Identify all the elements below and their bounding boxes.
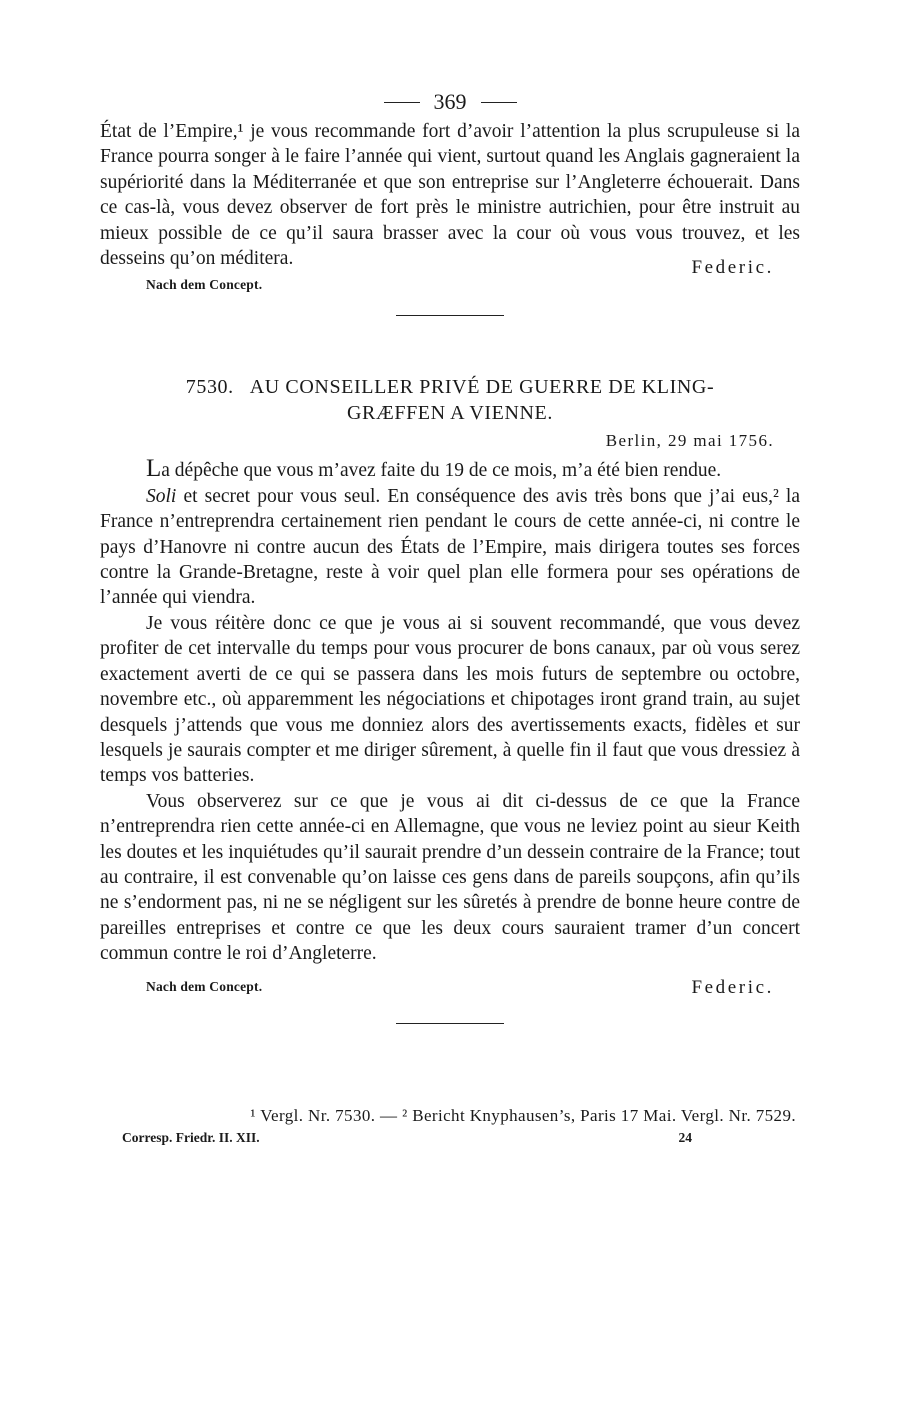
document-page xyxy=(100,85,800,1146)
footnotes: ¹ Vergl. Nr. 7530. — ² Bericht Knyphausen’s, Paris 17 Mai. Vergl. Nr. 7529. xyxy=(250,1105,796,1125)
signature: Federic. xyxy=(691,976,774,998)
page-number: 369 xyxy=(433,89,467,114)
header-dash-left xyxy=(384,102,420,103)
continuation-signature-row xyxy=(100,257,800,297)
letter-paragraph-4: Vous observerez sur ce que je vous ai dit ci-dessus de ce que la France n’entreprendra rien cette année-ci en Allemagne, que vous ne leviez point au sieur Keith les doutes et les inquiétudes qu’il saurait prendre d’un dessein contraire de la France; tout au contraire, il est convenable qu’on laisse ces gens dans de pareils soupçons, afin qu’ils ne s’endorment pas, ni ne se négligent sur les sûretés à prendre de bonne heure contre de pareilles entreprises et contre ce que les deux cours sauraient tramer d’un concert commun contre le roi d’Angleterre. xyxy=(100,790,800,965)
letter-title xyxy=(100,374,800,426)
initial-letter: L xyxy=(146,455,162,483)
letter-number: 7530. xyxy=(185,376,234,399)
dateline: Berlin, 29 mai 1756. xyxy=(605,431,774,451)
letter-paragraph-1 xyxy=(100,456,800,483)
printer-signature-line xyxy=(100,1130,800,1146)
continuation-paragraph: État de l’Empire,¹ je vous recommande fort d’avoir l’attention la plus scrupuleuse si la France pourra songer à le faire l’année qui vient, surtout quand les Anglais gagneraient la supériorité dans la Méditerranée et que son entreprise sur l’Angleterre échouerait. Dans ce cas-là, vous devez observer de fort près le ministre autrichien, pour être instruit au mieux possible de ce qu’il saura brasser avec la cour où vous vous trouvez, et les desseins qu’on méditera. xyxy=(100,121,800,270)
paragraph-text: a dépêche que vous m’avez faite du 19 de ce mois, m’a été bien rendue. xyxy=(161,460,722,482)
signature-mark: Corresp. Friedr. II. XII. xyxy=(122,1129,260,1145)
letter-signature-row xyxy=(100,967,800,1007)
letter-title-line1: AU CONSEILLER PRIVÉ DE GUERRE DE KLING- xyxy=(249,376,715,399)
sheet-number: 24 xyxy=(678,1129,692,1145)
letter-title-line2: GRÆFFEN A VIENNE. xyxy=(347,402,553,425)
letter-paragraph-3: Je vous réitère donc ce que je vous ai si souvent recommandé, que vous devez profiter de cet intervalle du temps pour vous procurer de bons canaux, par où vous serez exactement averti de ce qui se passera dans les mois futurs de septembre ou octobre, novembre etc., où apparemment les négociations et chipotages iront grand train, au sujet desquels j’attends que vous me donniez alors des avertissements exacts, fidèles et sur lesquels je saurais compter et me diriger sûrement, à quelle fin il faut que vous dressiez à temps vos batteries. xyxy=(100,612,800,787)
signature: Federic. xyxy=(691,257,774,279)
concept-note: Nach dem Concept. xyxy=(146,978,263,994)
page-header xyxy=(100,85,800,119)
letter-paragraph-2 xyxy=(100,484,800,611)
concept-note: Nach dem Concept. xyxy=(146,277,263,293)
paragraph-text: et secret pour vous seul. En conséquence des avis très bons que j’ai eus,² la France n’entreprendra certainement rien pendant le cours de cette année-ci, ni contre le pays d’Hanovre ni contre aucun des États de l’Empire, mais dirigera toutes ses forces contre la Grande-Bretagne, reste à voir quel plan elle formera pour ses opérations de l’année qui viendra. xyxy=(100,485,800,609)
header-dash-right xyxy=(481,102,517,103)
italic-word: Soli xyxy=(146,485,177,507)
